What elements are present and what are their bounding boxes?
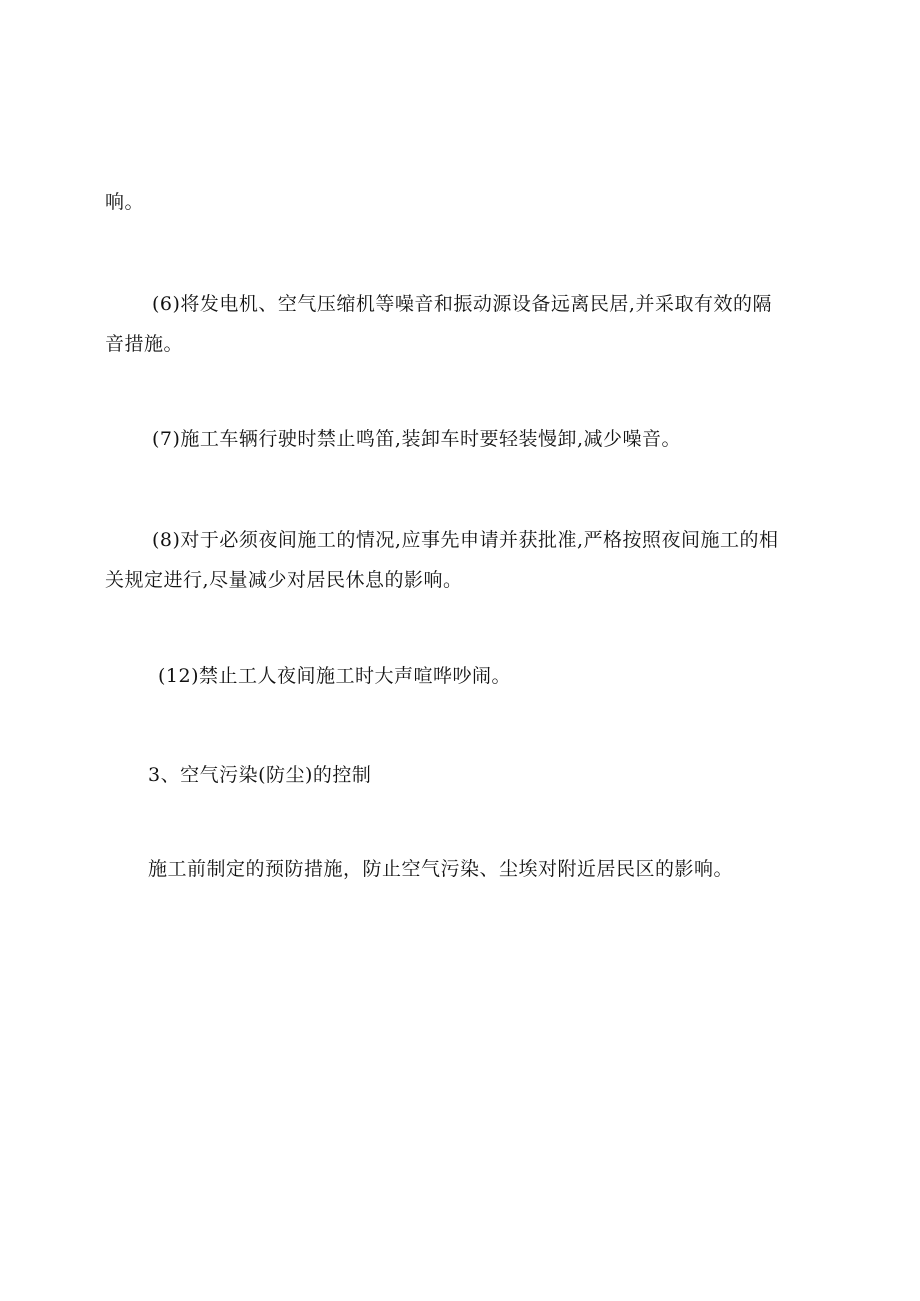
paragraph-item-6-line2: 音措施。 — [105, 333, 184, 355]
paragraph-item-6 — [105, 284, 817, 364]
paragraph-continuation: 响。 — [105, 191, 145, 213]
paragraph-item-12: (12)禁止工人夜间施工时大声喧哗吵闹。 — [158, 665, 512, 687]
paragraph-item-6-line1: (6)将发电机、空气压缩机等噪音和振动源设备远离民居,并采取有效的隔 — [152, 293, 772, 315]
paragraph-item-8 — [105, 520, 817, 600]
paragraph-item-7: (7)施工车辆行驶时禁止鸣笛,装卸车时要轻装慢卸,减少噪音。 — [152, 428, 681, 450]
paragraph-item-8-line2: 关规定进行,尽量减少对居民休息的影响。 — [105, 569, 463, 591]
section-heading-3: 3、空气污染(防尘)的控制 — [148, 764, 372, 786]
paragraph-item-8-line1: (8)对于必须夜间施工的情况,应事先申请并获批准,严格按照夜间施工的相 — [152, 529, 779, 551]
paragraph-dust-control: 施工前制定的预防措施，防止空气污染、尘埃对附近居民区的影响。 — [148, 858, 734, 880]
